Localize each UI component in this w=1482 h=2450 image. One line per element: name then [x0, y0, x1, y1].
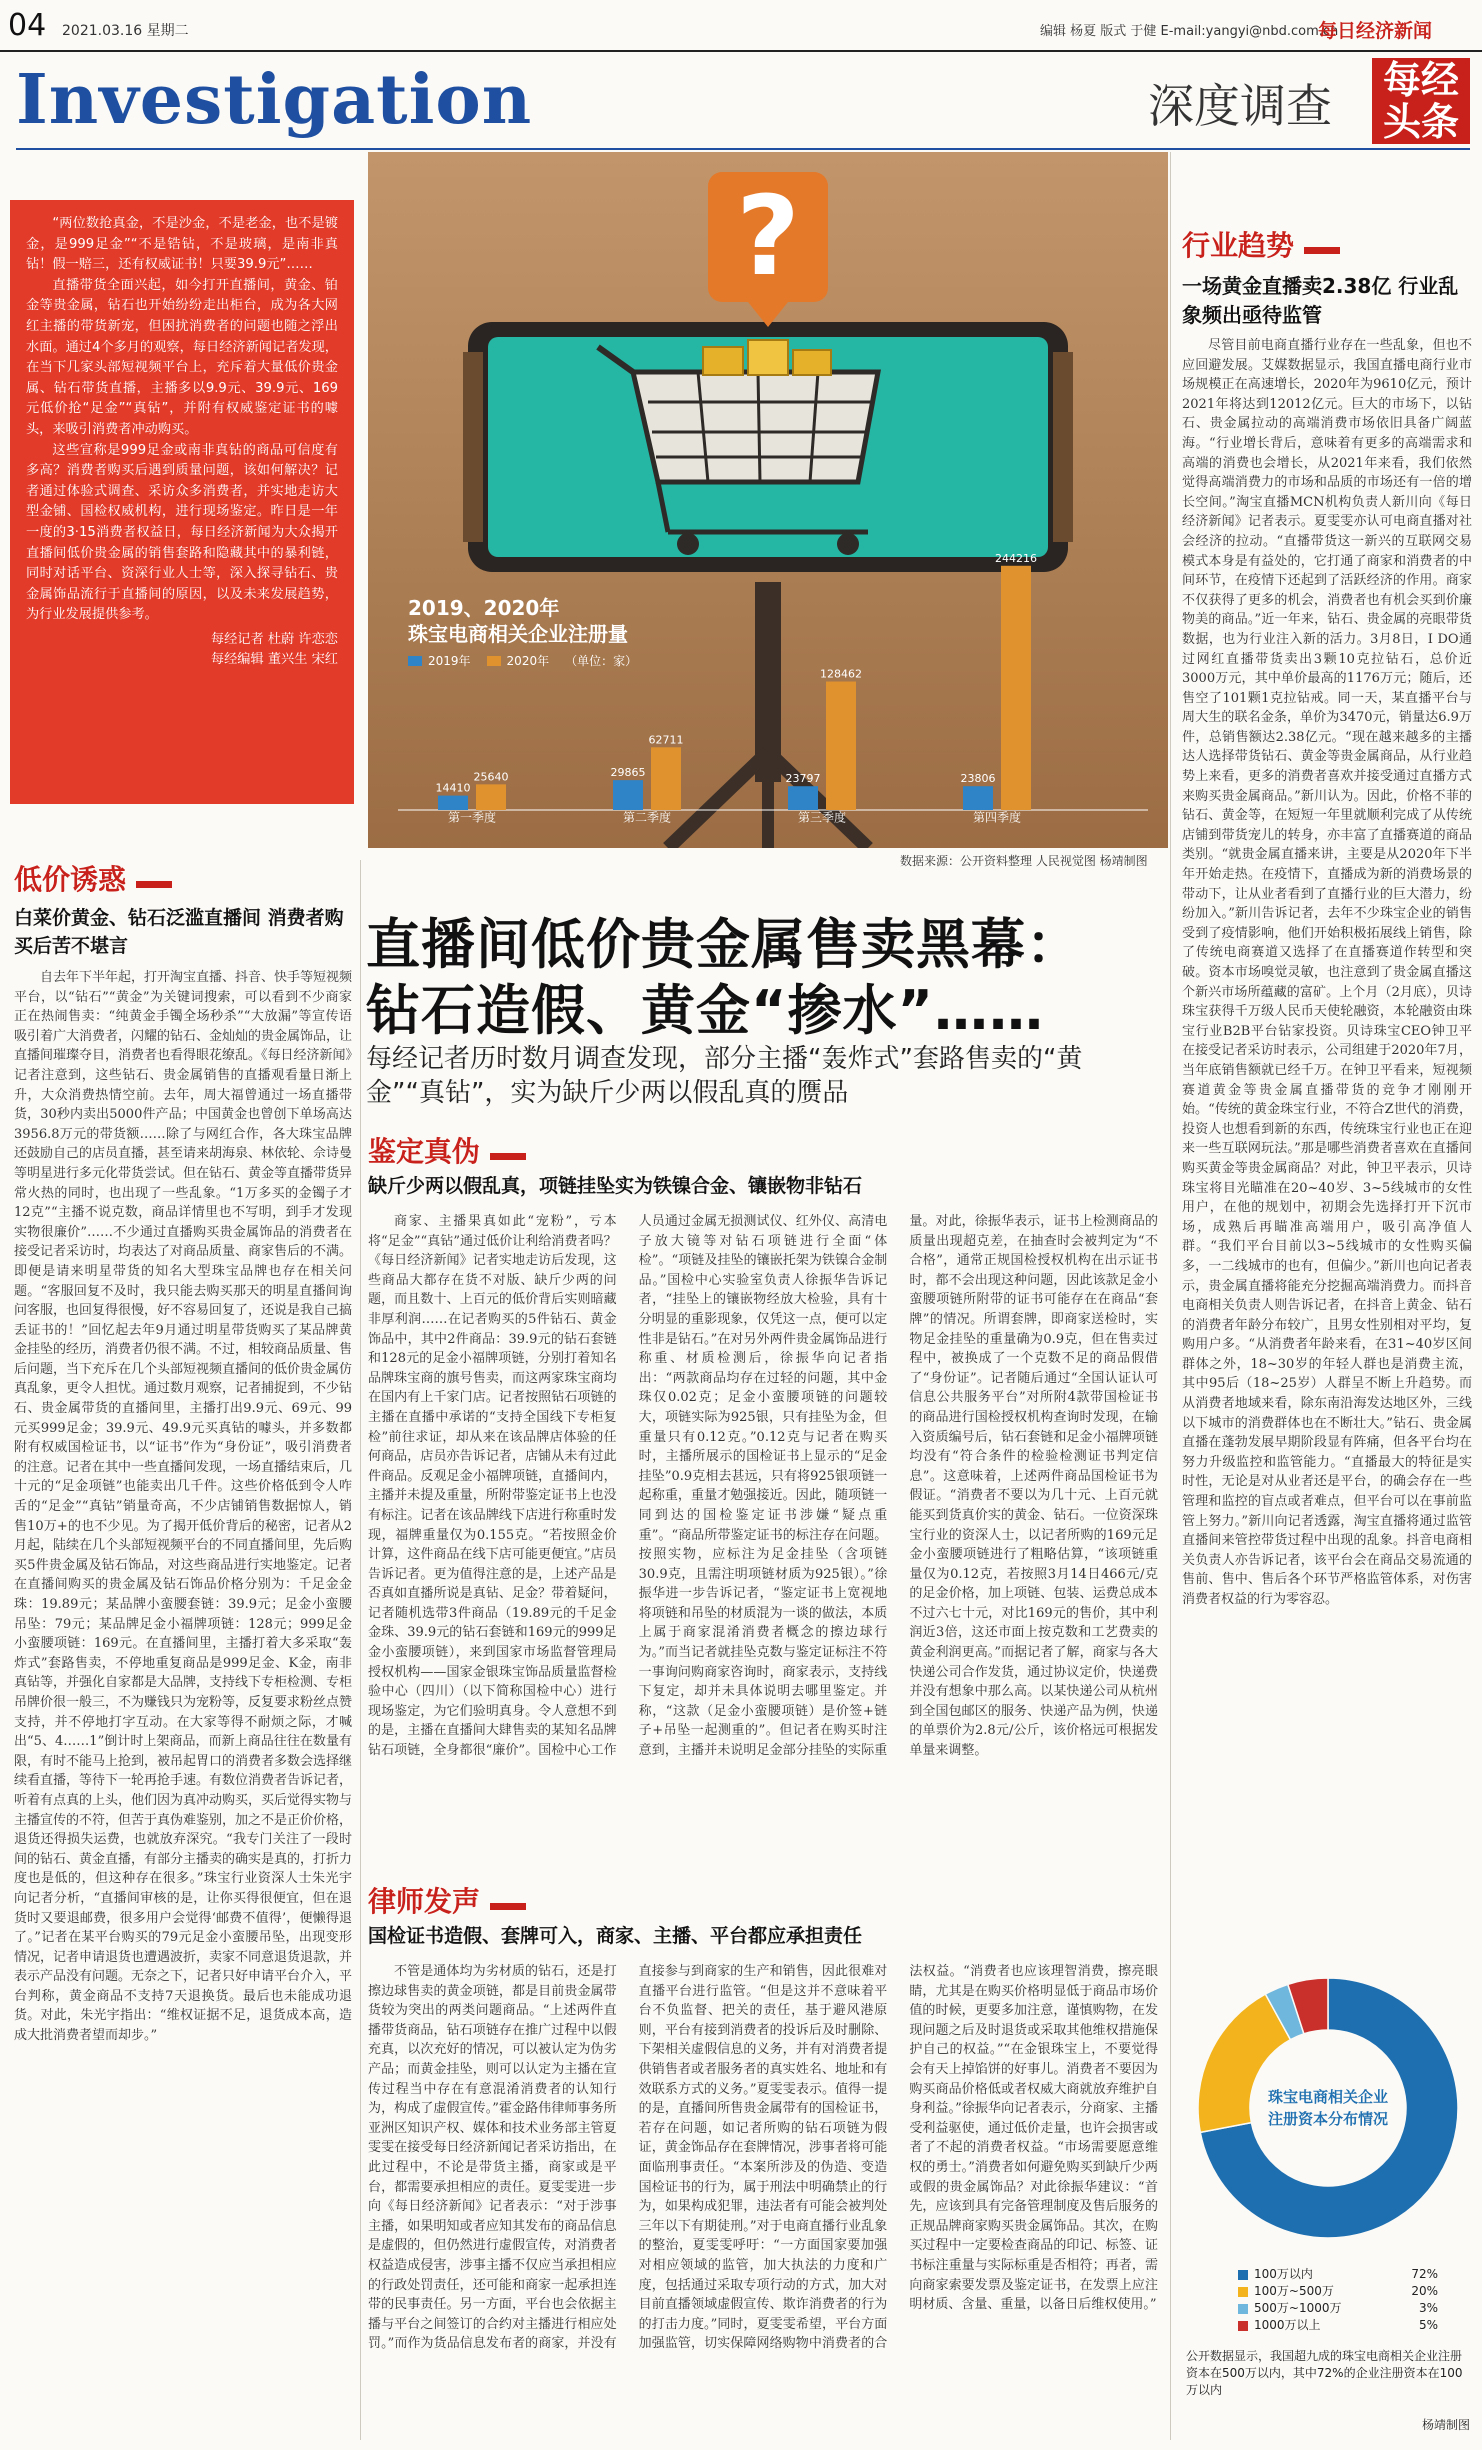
section-verify-title-text: 鉴定真伪 [368, 1135, 481, 1168]
page-header [0, 0, 1482, 52]
pie-chart-panel [1178, 1960, 1478, 2448]
pie-legend-swatch [1238, 2321, 1248, 2331]
section-low-price [14, 858, 354, 960]
category-label: 第一季度 [447, 810, 497, 825]
bar-2020年-第三季度 [826, 682, 856, 810]
header-rule [0, 50, 1482, 52]
section-low-title [14, 858, 354, 898]
pie-legend-value: 72% [1411, 2267, 1438, 2281]
chart-title-1: 2019、2020年 [408, 596, 560, 620]
registration-bar-chart [368, 152, 1168, 848]
svg-text:?: ? [736, 172, 800, 300]
section-verify [368, 1130, 1158, 1200]
pie-legend-label: 100万~500万 [1254, 2284, 1334, 2298]
pie-legend-value: 5% [1418, 2318, 1438, 2332]
brand-name: 每日经济新闻 [1318, 20, 1433, 42]
section-low-bar [136, 881, 172, 888]
chart-title-2: 珠宝电商相关企业注册量 [408, 622, 628, 646]
category-label: 第三季度 [797, 810, 847, 825]
intro-byline-2: 每经编辑 董兴生 宋红 [210, 652, 338, 668]
column-divider-right [1170, 152, 1171, 2440]
section-lawyer-text: 不管是通体均为劣材质的钻石，还是打擦边球售卖的黄金项链，都是目前贵金属带货较为突出的两类问题商品。“上述两件直播带货商品，钻石项链存在推广过程中以假充真，以次充好的情况，可以被认定为伪劣产品；而黄金挂坠，则可以认定为主播在宣传过程当中存在有意混淆消费者的认知行为，构成了虚假宣传。”霍金路伟律师事务所亚洲区知识产权、媒体和技术业务部主管夏雯雯在接受每日经济新闻记者采访指出，在此过程中，不论是带货主播，商家或是平台，都需要承担相应的责任。夏雯雯进一步向《每日经济新闻》记者表示：“对于涉事主播，如果明知或者应知其发布的商品信息是虚假的，但仍然进行虚假宣传，对消费者权益造成侵害，涉事主播不仅应当承担相应的行政处罚责任，还可能和商家一起承担连带的民事责任。另一方面，平台也会依据主播与平台之间签订的合约对主播进行相应处罚。”而作为货品信息发布者的商家，并没有直接参与到商家的生产和销售，因此很难对直播平台进行监管。“但是这并不意味着平台不负监督、把关的责任，基于避风港原则，平台有接到消费者的投诉后及时删除、下架相关虚假信息的义务，并有对消费者提供销售者或者服务者的真实姓名、地址和有效联系方式的义务。”夏雯雯表示。值得一提的是，直播间所售贵金属带有的国检证书，若存在问题，如记者所购的钻石项链为假证，黄金饰品存在套牌情况，涉事者将可能面临刑事责任。“本案所涉及的伪造、变造国检证书的行为，属于刑法中明确禁止的行为，如果构成犯罪，违法者有可能会被判处三年以下有期徒刑。”对于电商直播行业乱象的整治，夏雯雯呼吁：“一方面国家要加强对相应领域的监管，加大执法的力度和广度，包括通过采取专项行动的方式，加大对目前直播领域虚假宣传、欺诈消费者的行为的打击力度。”同时，夏雯雯希望，平台方面加强监管，切实保障网络购物中消费者的合法权益。“消费者也应该理智消费，擦亮眼睛，尤其是在购买价格明显低于商品市场价值的时候，更要多加注意，谨慎购物，在发现问题之后及时退货或采取其他维权措施保护自己的权益。”“在金银珠宝上，不要觉得会有天上掉馅饼的好事儿。消费者不要因为购买商品价格低或者权威大商就放弃维护自身利益。”徐振华向记者表示，分商家、主播受利益驱使，通过低价走量，也许会损害或者了不起的消费者权益。“市场需要愿意维权的勇士。”消费者如何避免购买到缺斤少两或假的贵金属饰品？对此徐振华建议：“首先，应该到具有完备管理制度及售后服务的正规品牌商家购买贵金属饰品。其次，在购买过程中一定要检查商品的印记、标签、证书标注重量与实际标重是否相符；再者，需向商家索要发票及鉴定证书，在发票上应注明材质、含量、重量，以备日后维权使用。” [368, 1964, 1158, 2352]
section-lawyer [368, 1880, 1158, 1950]
headline-title-2: 钻石造假、黄金“掺水”…… [366, 979, 1044, 1042]
bar-2020年-第二季度 [651, 747, 681, 810]
section-trend-sub: 一场黄金直播卖2.38亿 行业乱象频出亟待监管 [1182, 274, 1459, 327]
bar-value-label: 29865 [610, 766, 646, 780]
issue-date: 2021.03.16 星期二 [62, 23, 189, 39]
pie-legend-swatch [1238, 2287, 1248, 2297]
section-lawyer-bar [490, 1903, 526, 1910]
bar-2020年-第一季度 [476, 784, 506, 810]
pie-legend-value: 20% [1411, 2284, 1438, 2298]
section-verify-title [368, 1130, 1158, 1170]
section-lawyer-body [368, 1962, 1158, 2438]
pie-title-1: 珠宝电商相关企业 [1267, 2088, 1388, 2106]
section-trend-bar [1304, 247, 1340, 254]
bar-value-label: 244216 [995, 551, 1037, 565]
bar-2019年-第一季度 [438, 796, 468, 810]
section-trend-title-text: 行业趋势 [1182, 229, 1295, 262]
section-lawyer-title [368, 1880, 1158, 1920]
bar-value-label: 23806 [960, 772, 996, 786]
pie-legend-label: 1000万以上 [1254, 2318, 1321, 2332]
bar-2019年-第四季度 [963, 786, 993, 810]
pie-legend-value: 3% [1418, 2301, 1438, 2315]
section-trend-body [1182, 336, 1472, 1946]
bar-value-label: 23797 [785, 772, 821, 786]
pie-legend-label: 500万~1000万 [1254, 2301, 1342, 2315]
section-verify-body [368, 1212, 1158, 1872]
section-title-cn: 深度调查 [1148, 79, 1332, 133]
category-label: 第四季度 [972, 810, 1022, 825]
title-rule [16, 148, 1470, 150]
section-low-title-text: 低价诱惑 [14, 863, 127, 896]
column-divider [360, 860, 361, 2440]
section-low-sub: 白菜价黄金、钻石泛滥直播间 消费者购买后苦不堪言 [14, 907, 344, 957]
pie-legend-swatch [1238, 2270, 1248, 2280]
seal-logo [1372, 58, 1470, 144]
pie-legend-swatch [1238, 2304, 1248, 2314]
pie-title-2: 注册资本分布情况 [1267, 2110, 1388, 2128]
category-label: 第二季度 [622, 810, 672, 825]
bar-2020年-第四季度 [1001, 566, 1031, 810]
intro-byline-1: 每经记者 杜蔚 许恋恋 [210, 631, 338, 647]
seal-text: 每经头条 [1382, 57, 1459, 144]
section-low-text: 自去年下半年起，打开淘宝直播、抖音、快手等短视频平台，以“钻石”“黄金”为关键词搜索，可以看到不少商家正在热闹售卖：“纯黄金手镯全场秒杀”“大放漏”等宣传语吸引着广大消费者，闪耀的钻石、金灿灿的贵金属饰品，让直播间璀璨夺目，消费者也看得眼花缭乱。《每日经济新闻》记者注意到，这些钻石、贵金属销售的直播观看量日渐上升，大众消费热情空前。去年，周大福曾通过一场直播带货，30秒内卖出5000件产品；中国黄金也曾创下单场高达3956.8万元的带货额……除了与网红合作，各大珠宝品牌还鼓励自己的店员直播，甚至请来胡海泉、林依轮、佘诗曼等明星进行多元化带货尝试。但在钻石、黄金等直播带货异常火热的同时，也出现了一些乱象。“1万多买的金镯子才12克”“主播不说克数，商品详情里也不写明，到手才发现实物很廉价”……不少通过直播购买贵金属饰品的消费者在接受记者采访时，均表达了对商品质量、商家售后的不满。即便是请来明星带货的知名大型珠宝品牌也存在相关问题。“客服回复不及时，我只能去购买那天的明星直播间询问客服，也回复得很慢，好不容易回复了，还说是我自己搞丢证书的！”回忆起去年9月通过明星带货购买了某品牌黄金挂坠的经历，消费者仍很不满。不过，相较商品质量、售后问题，当下充斥在几个头部短视频直播间的低价贵金属仿真乱象，更令人担忧。通过数月观察，记者捕捉到，不少钻石、贵金属带货的直播间里，主播打出9.9元、69元、99元买999足金；39.9元、49.9元买真钻的噱头，并多数都附有权威国检证书，以“证书”作为“身份证”，吸引消费者的注意。记者在其中一些直播间发现，一场直播结束后，几十元的“足金项链”也能卖出几千件。这些价格低到令人咋舌的“足金”“真钻”销量奇高，不少店铺销售数据惊人，销售10万+的也不少见。为了揭开低价背后的秘密，记者从2月起，陆续在几个头部短视频平台的不同直播间里，先后购买5件贵金属及钻石饰品，对这些商品进行实地鉴定。记者在直播间购买的贵金属及钻石饰品价格分别为：千足金金珠：19.89元；某品牌小蛮腰套链：39.9元；足金小蛮腰吊坠：79元；某品牌足金小福牌项链：128元；999足金小蛮腰项链：169元。在直播间里，主播打着大多采取“轰炸式”套路售卖，不停地重复商品是999足金、K金，南非真钻等，并强化自家都是大品牌，支持线下专柜检测、专柜吊牌价很一般三，不为赚钱只为宠粉等，反复要求粉丝点赞支持，并不停地打字互动。在大家等得不耐烦之际，才喊出“5、4……1”倒计时上架商品，而新上商品往往在数量有限，有时不能马上抢到，被吊起胃口的消费者多数会选择继续看直播，等待下一轮再抢手速。有数位消费者告诉记者，听着有点真的上头，他们因为真冲动购买，买后觉得实物与主播宣传的不符，但苦于真伪难鉴别，加之不是正价价格，退货还得损失运费，也就放弃深究。“我专门关注了一段时间的钻石、黄金直播，有部分主播卖的确实是真的，打折力度也是低的，但这种存在很多。”珠宝行业资深人士朱光宇向记者分析，“直播间审核的是，让你买得很便宜，但在退货时又要退邮费，很多用户会觉得‘邮费不值得’，便懒得退了。”记者在某平台购买的79元足金小蛮腰吊坠，出现变形情况，记者申请退货也遭遇波折，卖家不同意退货退款，并表示产品没有问题。无奈之下，记者只好申请平台介入，平台判称，黄金商品不支持7天退换货。最后也未能成功退货。对此，朱光宇指出：“维权证据不足，退货成本高，造成大批消费者望而却步。” [14, 970, 352, 2044]
page-number: 04 [8, 8, 47, 43]
pie-legend-row [1238, 2283, 1438, 2300]
intro-box [10, 200, 354, 804]
headline-title-1: 直播间低价贵金属售卖黑幕： [366, 913, 1081, 976]
section-trend-title [1182, 224, 1472, 264]
legend-2019: 2019年 [428, 654, 471, 668]
editor-line: 编辑 杨夏 版式 于健 E-mail:yangyi@nbd.com.cn [1040, 24, 1339, 39]
section-verify-text: 商家、主播果真如此“宠粉”，亏本将“足金”“真钻”通过低价让利给消费者吗？《每日经济新闻》记者实地走访后发现，这些商品大都存在货不对版、缺斤少两的问题，而且数十、上百元的低价背后实则暗藏非厚利润……在记者购买的5件钻石、黄金饰品中，其中2件商品：39.9元的钻石套链和128元的足金小福牌项链，分别打着知名品牌珠宝商的旗号售卖，而这两家珠宝商均在国内有上千家门店。记者按照钻石项链的主播在直播中承诺的“支持全国线下专柜复检”前往求证，却从来在该品牌店体验的任何商品，店员亦告诉记者，店铺从未有过此件商品。反观足金小福牌项链，直播间内，主播并未提及重量，所附带鉴定证书上也没有标注。记者在该品牌线下店进行称重时发现，福牌重量仅为0.155克。“若按照金价计算，这件商品在线下店可能更便宜。”店员告诉记者。更为值得注意的是，上述产品是否真如直播所说是真钻、足金？带着疑问，记者随机选带3件商品（19.89元的千足金金珠、39.9元的钻石套链和169元的999足金小蛮腰项链），来到国家市场监督管理局授权机构——国家金银珠宝饰品质量监督检验中心（四川）（以下简称国检中心）进行现场鉴定，为它们验明真身。令人意想不到的是，主播在直播间大肆售卖的某知名品牌钻石项链，全身都很“廉价”。国检中心工作人员通过金属无损测试仪、红外仪、高清电子放大镜等对钻石项链进行全面“体检”。“项链及挂坠的镶嵌托架为铁镍合金制品。”国检中心实验室负责人徐振华告诉记者，“挂坠上的镶嵌物经放大检验，具有十分明显的重影现象，仅凭这一点，便可以定性非是钻石。”在对另外两件贵金属饰品进行称重、材质检测后，徐振华向记者指出：“两款商品均存在过轻的问题，其中金珠仅0.02克；足金小蛮腰项链的问题较大，项链实际为925银，只有挂坠为金，但重量只有0.12克。”0.12克与记者在购买时，主播所展示的国检证书上显示的“足金挂坠”0.9克相去甚远，只有将925银项链一起称重，重量才勉强接近。因此，随项链一同到达的国检鉴定证书涉嫌“疑点重重”。“商品所带鉴定证书的标注存在问题。按照实物，应标注为足金挂坠（含项链30.9克，且需注明项链材质为925银）。”徐振华进一步告诉记者，“鉴定证书上宽视地将项链和吊坠的材质混为一谈的做法，本质上属于商家混淆消费者概念的擦边球行为。”而当记者就挂坠克数与鉴定证标注不符一事询问购商家咨询时，商家表示，支持线下复定，却并未具体说明去哪里鉴定。并称，“这款（足金小蛮腰项链）是价签+链子+吊坠一起测重的”。但记者在购买时注意到，主播并未说明足金部分挂坠的实际重量。对此，徐振华表示，证书上检测商品的质量出现超克差，在抽查时会被判定为“不合格”，通常正规国检授权机构在出示证书时，都不会出现这种问题，因此该款足金小蛮腰项链所附带的证书可能存在在商品“套牌”的情况。所谓套牌，即商家送检时，实物足金挂坠的重量确为0.9克，但在售卖过程中，被换成了一个克数不足的商品假借了“身份证”。记者随后通过“全国认证认可信息公共服务平台”对所附4款带国检证书的商品进行国检授权机构查询时发现，在输入资质编号后，钻石套链和足金小福牌项链均没有“符合条件的检验检测证书判定信息”。这意味着，上述两件商品国检证书为假证。“消费者不要以为几十元、上百元就能买到货真价实的黄金、钻石。一位资深珠宝行业的资深人士，以记者所购的169元足金小蛮腰项链进行了粗略估算，“该项链重量仅为0.12克，若按照3月14日466元/克的足金价格，加上项链、包装、运费总成本不过六七十元，对比169元的售价，其中利润近3倍，这还市面上按克数和工艺费卖的黄金利润更高。”而据记者了解，商家与各大快递公司合作发货，通过协议定价，快递费并没有想象中那么高。以某快递公司从杭州到全国包邮区的服务、快递产品为例，快递的单票价为2.8元/公斤，该价格远可根据发单量来调整。 [368, 1214, 1158, 1759]
pie-legend-row [1238, 2317, 1438, 2334]
section-title-en: Investigation [16, 60, 533, 140]
section-lawyer-title-text: 律师发声 [368, 1885, 481, 1918]
pie-note: 公开数据显示，我国超九成的珠宝电商相关企业注册资本在500万以内，其中72%的企业注册资本在100万以内 [1186, 2349, 1463, 2397]
chart-source: 数据来源：公开资料整理 人民视觉图 杨靖制图 [900, 854, 1148, 868]
section-low-body [14, 968, 352, 2438]
section-verify-bar [490, 1153, 526, 1160]
pie-legend [1238, 2266, 1438, 2334]
pie-legend-row [1238, 2300, 1438, 2317]
intro-quote: “两位数抢真金，不是沙金，不是老金，也不是镀金，是999足金”“不是锆钻，不是玻璃，是南非真钻！假一赔三，还有权威证书！只要39.9元”…… [26, 216, 338, 273]
headline-deck: 每经记者历时数月调查发现，部分主播“轰炸式”套路售卖的“黄金”“真钻”，实为缺斤少两以假乱真的赝品 [366, 1044, 1083, 1108]
pie-credit: 杨靖制图 [1421, 2418, 1470, 2432]
bar-value-label: 14410 [435, 781, 471, 795]
intro-para-1: 直播带货全面兴起，如今打开直播间，黄金、铂金等贵金属，钻石也开始纷纷走出柜台，成为各大网红主播的带货新宠，但困扰消费者的问题也随之浮出水面。通过4个多月的观察，每日经济新闻记者发现，在当下几家头部短视频平台上，充斥着大量低价贵金属、钻石带货直播，主播多以9.9元、39.9元、169元低价抢“足金”“真钻”，并附有权威鉴定证书的噱头，来吸引消费者冲动购买。 [26, 277, 338, 437]
main-illustration [368, 152, 1168, 848]
bar-value-label: 128462 [820, 667, 862, 681]
intro-para-2: 这些宣称是999足金或南非真钻的商品可信度有多高？消费者购买后遇到质量问题，该如何解决？记者通过体验式调查、采访众多消费者，并实地走访大型金铺、国检权威机构，进行现场鉴定。昨日是一年一度的3·15消费者权益日，每日经济新闻为大众揭开直播间低价贵金属的销售套路和隐藏其中的暴利链，同时对话平台、资深行业人士等，深入探寻钻石、贵金属饰品流行于直播间的原因，以及未来发展趋势，为行业发展提供参考。 [26, 442, 338, 623]
bar-2019年-第三季度 [788, 786, 818, 810]
legend-2020: 2020年 [506, 654, 550, 668]
section-lawyer-sub: 国检证书造假、套牌可入，商家、主播、平台都应承担责任 [368, 1925, 863, 1947]
bar-value-label: 25640 [473, 770, 509, 784]
section-verify-sub: 缺斤少两以假乱真，项链挂坠实为铁镍合金、镶嵌物非钻石 [368, 1175, 863, 1197]
section-trend [1182, 224, 1472, 330]
chart-unit: （单位：家） [565, 654, 638, 668]
pie-legend-row [1238, 2266, 1438, 2283]
bar-value-label: 62711 [648, 733, 684, 747]
bar-2019年-第二季度 [613, 780, 643, 810]
section-trend-text: 尽管目前电商直播行业存在一些乱象，但也不应回避发展。艾媒数据显示，我国直播电商行业市场规模正在高速增长，2020年为9610亿元，预计2021年将达到12012亿元。巨大的市场下，以钻石、贵金属拉动的高端消费市场依旧具备广阔蓝海。“行业增长背后，意味着有更多的高端需求和高端的消费也会增长，从2021年来看，我们依然觉得高端消费力的市场和品质的市场还有一倍的增长空间。”淘宝直播MCN机构负责人新川向《每日经济新闻》记者表示。夏雯雯亦认可电商直播对社会经济的拉动。“直播带货这一新兴的互联网交易模式本身是有益处的，它打通了商家和消费者的中间环节，在疫情下还起到了活跃经济的作用。商家不仅获得了更多的机会，消费者也有机会买到价廉物美的商品。”近一年来，钻石、贵金属的亮眼带货数据，也为行业注入新的活力。3月8日，I DO通过网红直播带货卖出3颗10克拉钻石，总价近3000万元，其中单价最高的1176万元；随后，还售空了101颗1克拉钻戒。同一天，某直播平台与周大生的联名金条，单价为3470元，销量达6.9万件，总销售额达2.38亿元。“现在越来越多的主播达人选择带货钻石、黄金等贵金属商品，从行业趋势上来看，更多的消费者喜欢并接受通过直播方式来购买贵金属商品。”新川认为。因此，价格不菲的钻石、黄金等，在短短一年里就顺利完成了从传统店铺到带货宠儿的转身，亦丰富了直播赛道的商品类别。“就贵金属直播来讲，主要是从2020年下半年开始走热。在疫情下，直播成为新的消费场景的带动下，让从业者看到了直播行业的巨大潜力，纷纷加入。”新川告诉记者，去年不少珠宝企业的销售受到了疫情影响，他们开始积极拓展线上销售，除了传统电商赛道又选择了在直播赛道作转型和突破。资本市场嗅觉灵敏，也注意到了贵金属直播这个新兴市场所蕴藏的富矿。上个月（2月底），贝诗珠宝获得千万级人民币天使轮融资，本轮融资由珠宝行业B2B平台钻家投资。贝诗珠宝CEO钟卫平在接受记者采访时表示，公司组建于2020年7月，当年底销售额就已经千万。在钟卫平看来，短视频赛道黄金等贵金属直播带货的竞争才刚刚开始。“传统的黄金珠宝行业，不符合Z世代的消费，投资人也想看到新的东西，传统珠宝行业也正在迎来一些互联网玩法。”那是哪些消费者喜欢在直播间购买黄金等贵金属商品？对此，钟卫平表示，贝诗珠宝将目光瞄准在20~40岁、3~5线城市的女性用户，在他的规划中，初期会先选择打开下沉市场，成熟后再瞄准高端用户，吸引高净值人群。“我们平台目前以3~5线城市的女性购买偏多，一二线城市的也有，但偏少。”新川也向记者表示，贵金属直播将能充分挖掘高端消费力。而抖音电商相关负责人则告诉记者，在抖音上黄金、钻石的消费者年龄分布较广，且男女性别相对平均，复购用户多。“从消费者年龄来看，在31~40岁区间群体之外，18~30岁的年轻人群也是消费主流，其中95后（18~25岁）人群呈不断上升趋势。而从消费者地域来看，除东南沿海发达地区外，三线以下城市的消费群体也在不断壮大。”钻石、贵金属直播在蓬勃发展早期阶段显有阵痛，但各平台均在努力升级监控和监管能力。“直播最大的特征是实时性，无论是对从业者还是平台，的确会存在一些管理和监控的盲点或者难点，但平台可以在事前监管上努力。”新川向记者透露，淘宝直播将通过监管直播间来管控带货过程中出现的乱象。抖音电商相关负责人亦告诉记者，该平台会在商品交易流通的售前、售中、售后各个环节严格监管体系，对伤害消费者权益的行为零容忍。 [1182, 338, 1472, 1607]
pie-legend-label: 100万以内 [1254, 2267, 1313, 2281]
